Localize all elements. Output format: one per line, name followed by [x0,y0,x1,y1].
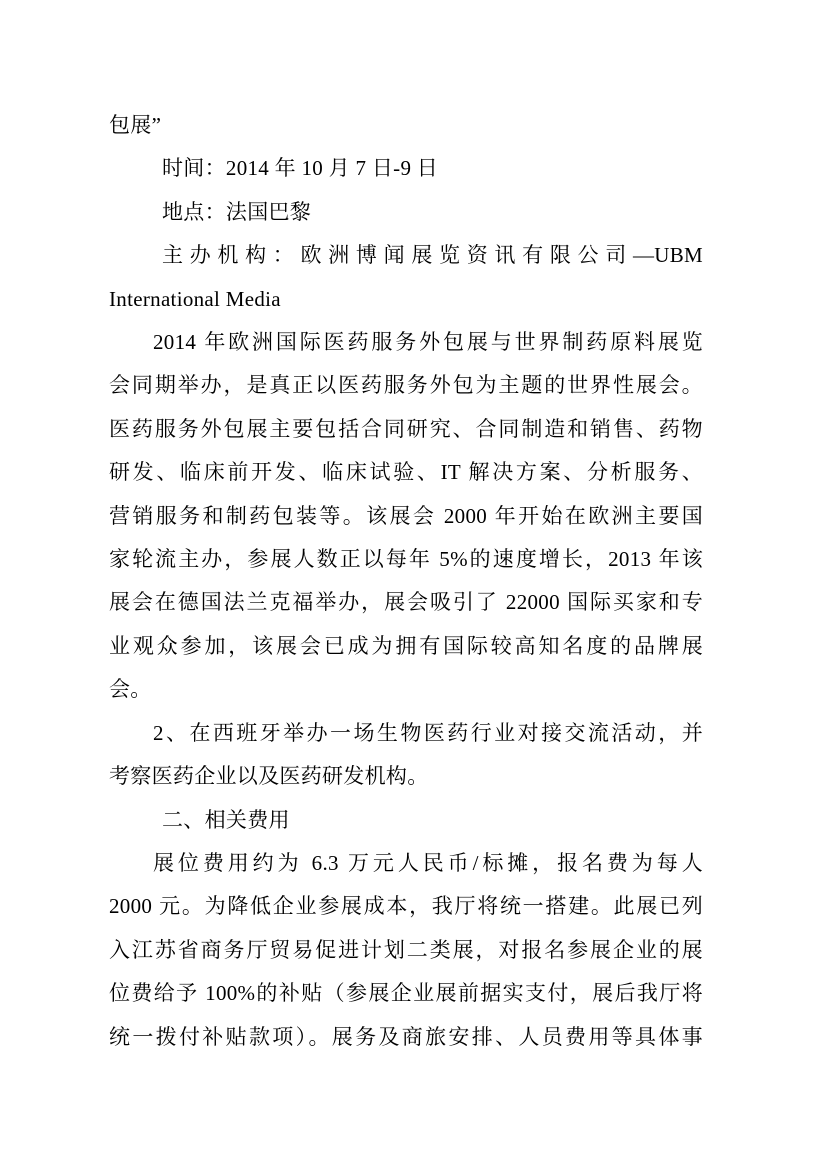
line-exhibition-title-continuation: 包展” [109,113,162,137]
document-text-block [109,104,703,1059]
line-exhibition-intro-1: 2014 年欧洲国际医药服务外包展与世界制药原料展览 [153,330,703,355]
line-event-location: 地点：法国巴黎 [162,199,312,224]
line-activity-2: 2、在西班牙举办一场生物医药行业对接交流活动，并 [153,720,703,745]
line-fees-5: 统一拨付补贴款项）。展务及商旅安排、人员费用等具体事 [109,1024,703,1049]
line-fees-3: 入江苏省商务厅贸易促进计划二类展，对报名参展企业的展 [109,937,703,962]
line-exhibition-intro-5: 营销服务和制药包装等。该展会 2000 年开始在欧洲主要国 [109,503,703,528]
line-exhibition-intro-9: 会。 [109,677,152,702]
line-exhibition-intro-7: 展会在德国法兰克福举办，展会吸引了 22000 国际买家和专 [109,590,703,615]
line-event-time: 时间：2014 年 10 月 7 日-9 日 [162,156,439,181]
line-organizer: 主办机构：欧洲博闻展览资讯有限公司—UBM [162,243,703,268]
line-fees-4: 位费给予 100%的补贴（参展企业展前据实支付，展后我厅将 [109,981,703,1006]
line-exhibition-intro-3: 医药服务外包展主要包括合同研究、合同制造和销售、药物 [109,416,703,441]
line-exhibition-intro-8: 业观众参加，该展会已成为拥有国际较高知名度的品牌展 [109,633,703,658]
line-organizer-continuation: International Media [109,286,281,311]
line-activity-2-continuation: 考察医药企业以及医药研发机构。 [109,764,429,789]
line-fees-2: 2000 元。为降低企业参展成本，我厅将统一搭建。此展已列 [109,894,703,919]
line-section-fees-heading: 二、相关费用 [162,807,290,832]
line-exhibition-intro-6: 家轮流主办，参展人数正以每年 5%的速度增长，2013 年该 [109,547,703,572]
line-fees-1: 展位费用约为 6.3 万元人民币/标摊，报名费为每人 [153,850,703,875]
line-exhibition-intro-4: 研发、临床前开发、临床试验、IT 解决方案、分析服务、 [109,460,703,485]
line-exhibition-intro-2: 会同期举办，是真正以医药服务外包为主题的世界性展会。 [109,373,703,398]
